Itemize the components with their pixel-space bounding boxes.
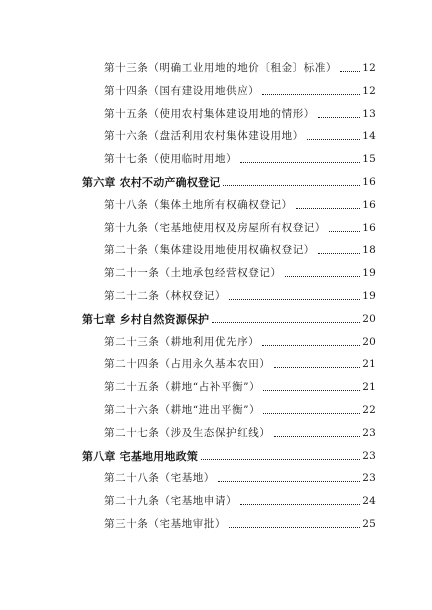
toc-page-number: 16 bbox=[362, 198, 376, 211]
dot-leader bbox=[223, 184, 360, 186]
dot-leader bbox=[274, 366, 361, 368]
toc-entry-label: 第二十五条（耕地“占补平衡”） bbox=[104, 381, 261, 394]
dot-leader bbox=[240, 503, 360, 505]
toc-entry bbox=[104, 495, 376, 508]
toc-entry bbox=[104, 518, 376, 531]
toc-entry-label: 第二十一条（土地承包经营权登记） bbox=[104, 267, 282, 280]
toc-entry-label: 第七章 乡村自然资源保护 bbox=[82, 312, 210, 326]
toc-page-number: 21 bbox=[362, 381, 376, 394]
toc-entry bbox=[104, 472, 376, 485]
dot-leader bbox=[274, 435, 361, 437]
toc-entry-label: 第十七条（使用临时用地） bbox=[104, 153, 238, 166]
toc-entry-label: 第十五条（使用农村集体建设用地的情形） bbox=[104, 107, 315, 120]
dot-leader bbox=[307, 138, 360, 140]
toc-entry bbox=[104, 290, 376, 303]
toc-page-number: 20 bbox=[362, 335, 376, 348]
toc-entry-label: 第二十九条（宅基地申请） bbox=[104, 495, 238, 508]
toc-chapter-heading bbox=[82, 450, 376, 463]
toc-page-number: 16 bbox=[362, 176, 376, 188]
toc-entry bbox=[104, 153, 376, 166]
dot-leader bbox=[240, 161, 360, 163]
toc-page-number: 16 bbox=[362, 221, 376, 234]
dot-leader bbox=[329, 230, 360, 232]
toc-page-number: 18 bbox=[362, 244, 376, 257]
toc-chapter-heading bbox=[82, 313, 376, 326]
toc-page-number: 14 bbox=[362, 130, 376, 143]
toc-page-number: 15 bbox=[362, 153, 376, 166]
toc-entry bbox=[104, 404, 376, 417]
dot-leader bbox=[340, 70, 360, 72]
toc-page-number: 21 bbox=[362, 358, 376, 371]
toc-entry bbox=[104, 267, 376, 280]
toc-entry bbox=[104, 130, 376, 143]
toc-entry-label: 第十八条（集体土地所有权确权登记） bbox=[104, 198, 293, 211]
toc-entry-label: 第二十三条（耕地利用优先序） bbox=[104, 335, 260, 348]
toc-page-number: 23 bbox=[362, 472, 376, 485]
toc-page-number: 12 bbox=[362, 84, 376, 97]
toc-entry-label: 第十三条（明确工业用地的地价〔租金〕标准） bbox=[104, 62, 338, 74]
dot-leader bbox=[263, 412, 360, 414]
toc-entry-label: 第六章 农村不动产确权登记 bbox=[82, 176, 221, 189]
toc-page-number: 19 bbox=[362, 267, 376, 280]
toc-entry-label: 第十六条（盘活利用农村集体建设用地） bbox=[104, 130, 304, 143]
dot-leader bbox=[212, 321, 360, 323]
dot-leader bbox=[318, 116, 360, 118]
dot-leader bbox=[263, 389, 360, 391]
toc-entry bbox=[104, 244, 376, 257]
toc-page-number: 22 bbox=[362, 404, 376, 416]
toc-entry bbox=[104, 381, 376, 394]
toc-page-number: 20 bbox=[362, 312, 376, 325]
toc-entry bbox=[104, 336, 376, 349]
toc-page-number: 24 bbox=[362, 495, 376, 508]
toc-entry-label: 第十四条（国有建设用地供应） bbox=[104, 84, 260, 97]
dot-leader bbox=[201, 458, 360, 460]
toc-page-number: 19 bbox=[362, 290, 376, 302]
toc-entry-label: 第二十八条（宅基地） bbox=[104, 472, 215, 485]
toc-entry-label: 第二十四条（占用永久基本农田） bbox=[104, 358, 271, 371]
toc-entry bbox=[104, 85, 376, 98]
dot-leader bbox=[285, 275, 361, 277]
toc-entry-label: 第二十二条（林权登记） bbox=[104, 290, 227, 302]
toc-entry bbox=[104, 222, 376, 235]
toc-page-number: 23 bbox=[362, 449, 376, 462]
toc-page-number: 23 bbox=[362, 426, 376, 439]
dot-leader bbox=[218, 480, 360, 482]
toc-entry-label: 第八章 宅基地用地政策 bbox=[82, 449, 199, 463]
toc-entry bbox=[104, 108, 376, 121]
toc-entry bbox=[104, 199, 376, 212]
toc-page-number: 12 bbox=[362, 62, 376, 74]
dot-leader bbox=[318, 252, 360, 254]
toc-entry bbox=[104, 427, 376, 440]
toc-chapter-heading bbox=[82, 176, 376, 189]
toc-page-number: 25 bbox=[362, 518, 376, 530]
toc-entry bbox=[104, 62, 376, 75]
toc-entry-label: 第三十条（宅基地审批） bbox=[104, 518, 227, 530]
dot-leader bbox=[229, 526, 360, 528]
toc-entry bbox=[104, 358, 376, 371]
toc-entry-label: 第二十七条（涉及生态保护红线） bbox=[104, 426, 271, 439]
dot-leader bbox=[262, 93, 360, 95]
toc-page-number: 13 bbox=[362, 107, 376, 120]
toc-entry-label: 第二十条（集体建设用地使用权确权登记） bbox=[104, 244, 315, 257]
toc-entry-label: 第二十六条（耕地“进出平衡”） bbox=[104, 404, 261, 416]
dot-leader bbox=[296, 207, 361, 209]
dot-leader bbox=[262, 344, 360, 346]
dot-leader bbox=[229, 298, 360, 300]
toc-entry-label: 第十九条（宅基地使用权及房屋所有权登记） bbox=[104, 221, 326, 234]
